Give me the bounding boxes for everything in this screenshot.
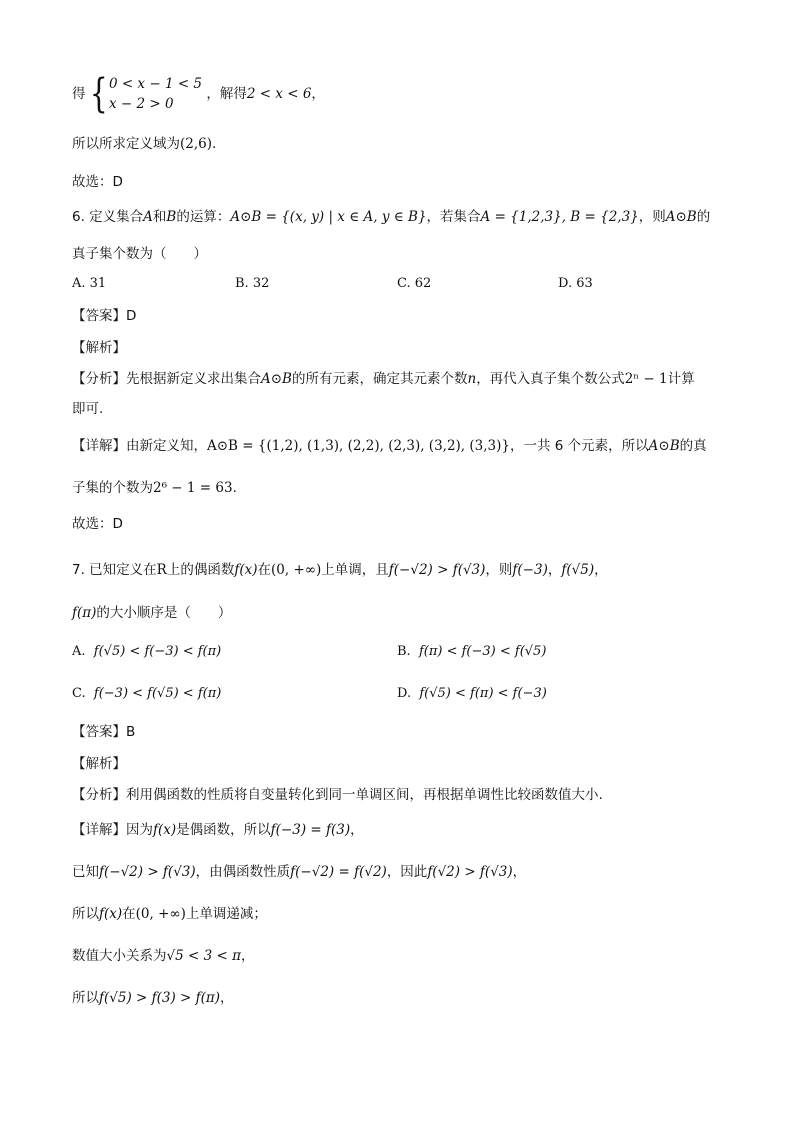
q6-analysis	[72, 369, 724, 389]
detail-text-2: 是偶函数，所以	[176, 822, 271, 838]
option-expr: f(−3) < f(√5) < f(π)	[93, 686, 222, 701]
func-fx: f(x)	[234, 562, 258, 578]
set-elements: A⊙B = {(1,2), (1,3), (2,2), (2,3), (3,2), (3,3)}	[207, 438, 510, 454]
text-he: 和	[152, 209, 167, 225]
system-line	[72, 71, 724, 117]
set-b: B	[166, 209, 177, 225]
q6-text: 6. 定义集合	[72, 209, 144, 225]
analysis-text-3: ，再代入真子集个数公式	[476, 371, 625, 387]
detail-text-3: 上单调递减；	[185, 906, 267, 922]
q7-text-4: 上单调，且	[321, 562, 389, 578]
q7-detail-3	[72, 904, 724, 924]
comma: ，	[350, 822, 364, 838]
f-pi: f(π)	[72, 605, 97, 621]
q7-detail-4	[72, 946, 724, 966]
text-ruo: ，若集合	[426, 209, 481, 225]
set-ab: A⊙B	[648, 438, 680, 454]
q7-stem	[72, 560, 724, 580]
q6-option-d: D. 63	[558, 276, 593, 291]
formula: 2ⁿ − 1	[624, 371, 668, 387]
analysis-text-4: 计算	[667, 371, 695, 387]
set-ab: A⊙B	[261, 371, 292, 387]
text-jiede: ，解得	[206, 86, 247, 102]
given-ineq: f(−√2) > f(√3)	[99, 864, 196, 880]
domain-text: 所以所求定义域为	[72, 136, 180, 152]
detail-text-2: ，由偶函数性质	[195, 864, 291, 880]
comma: ，	[311, 86, 325, 102]
q6-option-c: C. 62	[397, 276, 432, 291]
q7-text-3: 在	[257, 562, 271, 578]
q7-analysis: 【分析】利用偶函数的性质将自变量转化到同一单调区间，再根据单调性比较函数值大小.	[72, 787, 603, 803]
q7-text-6: 的大小顺序是（ ）	[96, 605, 232, 621]
q7-option-d	[397, 686, 547, 701]
detail-text: 【详解】因为	[72, 822, 153, 838]
q6-detail-2	[72, 478, 724, 498]
q6-jiexi: 【解析】	[72, 340, 126, 356]
var-n: n	[467, 371, 477, 387]
q7-text: 7. 已知定义在	[72, 562, 157, 578]
detail-text-2: 在	[122, 906, 136, 922]
q7-text-5: ，则	[485, 562, 513, 578]
option-letter: B.	[397, 644, 411, 659]
period: .	[212, 136, 217, 152]
detail-text: 数值大小关系为	[72, 948, 167, 964]
option-expr: f(π) < f(−3) < f(√5)	[418, 644, 547, 659]
solution-range: 2 < x < 6	[246, 86, 312, 102]
even-eq: f(−3) = f(3)	[270, 822, 351, 838]
comma: ，	[594, 562, 608, 578]
f-neg3: f(−3)	[512, 562, 548, 578]
q6-option-b: B. 32	[235, 276, 270, 291]
system-row-2: x − 2 > 0	[108, 96, 174, 112]
func-fx: f(x)	[153, 822, 177, 838]
value-order: √5 < 3 < π	[166, 948, 241, 964]
text-yunsuan: 的运算：	[176, 209, 231, 225]
option-letter: A.	[72, 644, 86, 659]
set-values: A = {1,2,3}, B = {2,3}	[480, 209, 639, 225]
q7-stem-2	[72, 603, 724, 623]
detail-text-2: ，一共 6 个元素，所以	[510, 438, 649, 454]
set-ab: A⊙B	[665, 209, 697, 225]
even-eq-2: f(−√2) = f(√2)	[290, 864, 387, 880]
q6-stem	[72, 207, 724, 227]
domain-line	[72, 134, 724, 154]
q7-answer: 【答案】B	[72, 724, 136, 740]
interval: (0, +∞)	[135, 906, 186, 922]
option-expr: f(√5) < f(π) < f(−3)	[419, 686, 547, 701]
text-de: 得	[72, 86, 86, 102]
q7-detail-5	[72, 988, 724, 1008]
q6-option-a: A. 31	[72, 276, 107, 291]
real-set: R	[156, 562, 167, 578]
detail-text-3: ，因此	[386, 864, 428, 880]
system-row-1: 0 < x − 1 < 5	[108, 76, 203, 92]
q7-text-2: 上的偶函数	[166, 562, 235, 578]
derived-ineq: f(√2) > f(√3)	[427, 864, 513, 880]
period: .	[232, 480, 237, 496]
detail-text: 【详解】由新定义知，	[72, 438, 207, 454]
comma: ，	[240, 948, 255, 964]
detail-text: 所以	[72, 906, 99, 922]
comma: ，	[512, 864, 527, 880]
q6-detail	[72, 436, 724, 456]
q6-select: 故选：D	[72, 516, 123, 532]
f-sqrt5: f(√5)	[561, 562, 595, 578]
q7-option-b	[397, 644, 546, 659]
q6-stem-2: 真子集个数为（ ）	[72, 246, 207, 262]
q6-answer: 【答案】D	[72, 308, 137, 324]
comma: ，	[547, 562, 562, 578]
detail-text-3: 的真	[679, 438, 707, 454]
text-ze: ，则	[638, 209, 666, 225]
q7-jiexi: 【解析】	[72, 756, 126, 772]
q7-option-a	[72, 644, 221, 659]
condition: f(−√2) > f(√3)	[388, 562, 486, 578]
inequality-system	[109, 74, 202, 114]
left-brace: {	[89, 71, 108, 117]
q7-detail-1	[72, 820, 724, 840]
comma: ，	[220, 990, 234, 1006]
q7-option-c	[72, 686, 221, 701]
option-expr: f(√5) < f(−3) < f(π)	[93, 644, 222, 659]
operation-def: A⊙B = {(x, y) | x ∈ A, y ∈ B}	[230, 209, 427, 225]
result-formula: 2⁶ − 1 = 63	[153, 480, 233, 496]
option-letter: D.	[397, 686, 412, 701]
detail-text: 所以	[72, 990, 99, 1006]
set-a: A	[143, 209, 153, 225]
select-line-5: 故选：D	[72, 174, 123, 190]
analysis-text-2: 的所有元素，确定其元素个数	[291, 371, 468, 387]
option-letter: C.	[72, 686, 86, 701]
q7-detail-2	[72, 862, 724, 882]
func-fx: f(x)	[99, 906, 123, 922]
analysis-text: 【分析】先根据新定义求出集合	[72, 371, 261, 387]
detail-text-4: 子集的个数为	[72, 480, 153, 496]
interval: (0, +∞)	[271, 562, 322, 578]
final-order: f(√5) > f(3) > f(π)	[99, 990, 221, 1006]
q6-analysis-2: 即可.	[72, 401, 104, 417]
detail-text: 已知	[72, 864, 99, 880]
text-de2: 的	[696, 209, 711, 225]
domain-interval: (2,6)	[180, 136, 213, 152]
